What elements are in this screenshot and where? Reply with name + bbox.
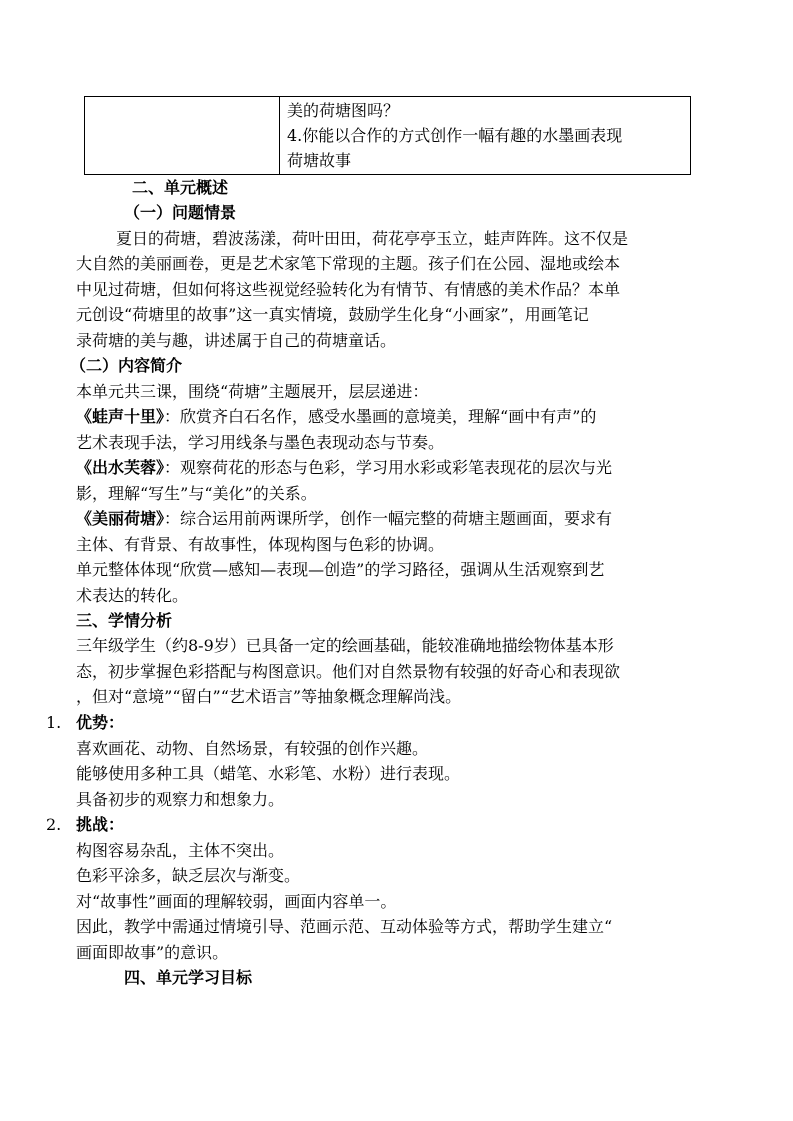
lesson-2-desc: ：观察荷花的形态与色彩，学习用水彩或彩笔表现花的层次与光 — [164, 458, 613, 477]
paragraph-line: 大自然的美丽画卷，更是艺术家笔下常现的主题。孩子们在公园、湿地或绘本 — [76, 254, 621, 273]
paragraph-line: 录荷塘的美与趣，讲述属于自己的荷塘童话。 — [76, 331, 397, 350]
paragraph-line: 元创设“荷塘里的故事”这一真实情境，鼓励学生化身“小画家”，用画笔记 — [76, 305, 589, 324]
lesson-1-title: 《蛙声十里》 — [76, 407, 165, 426]
table-line: 4.你能以合作的方式创作一幅有趣的水墨画表现 — [287, 126, 623, 145]
list-item: 具备初步的观察力和想象力。 — [76, 790, 285, 809]
list-item: 色彩平涂多，缺乏层次与渐变。 — [76, 866, 301, 885]
paragraph-line: 术表达的转化。 — [76, 586, 189, 605]
paragraph-line: 艺术表现手法，学习用线条与墨色表现动态与节奏。 — [76, 433, 445, 452]
lesson-3-line — [76, 507, 612, 531]
lesson-3-desc: ：综合运用前两课所学，创作一幅完整的荷塘主题画面，要求有 — [164, 509, 613, 528]
subheading-problem-scenario: （一）问题情景 — [124, 203, 237, 222]
list-item: 构图容易杂乱，主体不突出。 — [76, 841, 285, 860]
list-number: 1. — [46, 713, 62, 732]
paragraph-line: 单元整体体现“欣赏—感知—表现—创造”的学习路径，强调从生活观察到艺 — [76, 560, 605, 579]
section-heading-learner-analysis: 三、学情分析 — [76, 611, 173, 630]
section-heading-overview: 二、单元概述 — [132, 178, 229, 197]
list-item: 画面即故事”的意识。 — [76, 943, 229, 962]
list-item: 对“故事性”画面的理解较弱，画面内容单一。 — [76, 892, 397, 911]
objectives-table-fragment — [84, 96, 691, 175]
list-item: 喜欢画花、动物、自然场景，有较强的创作兴趣。 — [76, 739, 429, 758]
section-heading-learning-goals: 四、单元学习目标 — [124, 968, 253, 987]
paragraph-line: 影，理解“写生”与“美化”的关系。 — [76, 484, 317, 503]
lesson-1-desc: ：欣赏齐白石名作，感受水墨画的意境美，理解“画中有声”的 — [164, 407, 597, 426]
paragraph-line: 主体、有背景、有故事性，体现构图与色彩的协调。 — [76, 535, 445, 554]
paragraph-line: 中见过荷塘，但如何将这些视觉经验转化为有情节、有情感的美术作品？本单 — [76, 280, 621, 299]
table-line: 美的荷塘图吗？ — [287, 101, 400, 120]
lesson-2-line — [76, 456, 612, 480]
paragraph-line: 夏日的荷塘，碧波荡漾，荷叶田田，荷花亭亭玉立，蛙声阵阵。这不仅是 — [116, 229, 629, 248]
lesson-1-line — [76, 405, 596, 429]
paragraph-line: ，但对“意境”“留白”“艺术语言”等抽象概念理解尚浅。 — [76, 687, 462, 706]
advantages-heading: 优势： — [76, 713, 125, 732]
list-item: 能够使用多种工具（蜡笔、水彩笔、水粉）进行表现。 — [76, 764, 461, 783]
table-line: 荷塘故事 — [287, 151, 352, 170]
list-item: 因此，教学中需通过情境引导、范画示范、互动体验等方式，帮助学生建立“ — [76, 917, 613, 936]
table-right-cell — [281, 98, 691, 173]
list-number: 2. — [46, 815, 62, 834]
challenges-heading: 挑战： — [76, 815, 125, 834]
paragraph-line: 三年级学生（约8-9岁）已具备一定的绘画基础，能较准确地描绘物体基本形 — [76, 636, 614, 655]
paragraph-line: 本单元共三课，围绕“荷塘”主题展开，层层递进： — [76, 382, 429, 401]
table-left-cell — [85, 97, 280, 174]
paragraph-line: 态，初步掌握色彩搭配与构图意识。他们对自然景物有较强的好奇心和表现欲 — [76, 662, 621, 681]
lesson-2-title: 《出水芙蓉》 — [76, 458, 165, 477]
lesson-3-title: 《美丽荷塘》 — [76, 509, 165, 528]
subheading-content-intro: （二）内容简介 — [70, 356, 183, 375]
